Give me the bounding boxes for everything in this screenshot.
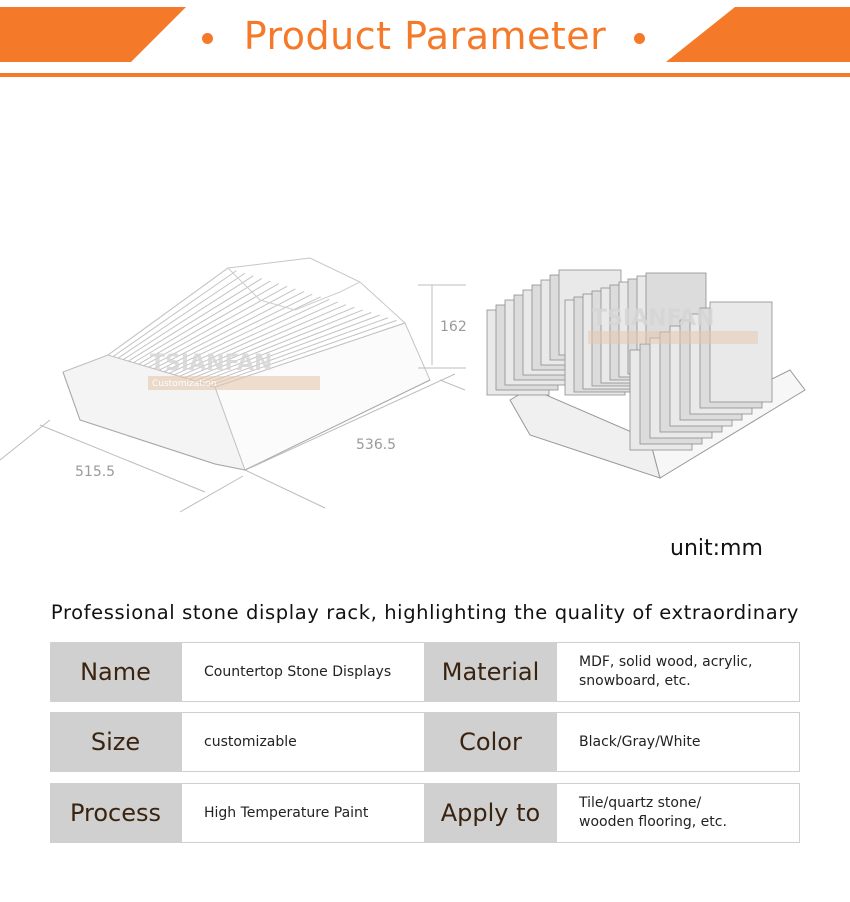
param-value [556,783,800,843]
param-value-line: Black/Gray/White [579,733,701,750]
param-value-line: snowboard, etc. [579,673,691,689]
param-label: Process [50,783,181,843]
header-underline [0,73,850,77]
right-watermark-brand: TSIANFAN [592,306,715,331]
height-dimension-label: 162 [440,319,467,335]
param-value: High Temperature Paint [181,783,425,843]
param-value-line: MDF, solid wood, acrylic, [579,654,753,670]
param-value-line: Tile/quartz stone/ [579,795,702,811]
param-value [556,642,800,702]
param-value: customizable [181,712,425,772]
left-watermark-sub: Customization [152,379,217,389]
left-watermark-brand: TSIANFAN [150,351,273,376]
page-title: Product Parameter [243,14,607,58]
param-label: Apply to [425,783,556,843]
length-dimension-label: 536.5 [356,437,397,453]
param-row [50,712,800,772]
param-label: Size [50,712,181,772]
rack-with-stone-samples [487,270,805,478]
param-label: Color [425,712,556,772]
param-label: Material [425,642,556,702]
param-value [556,712,800,772]
product-illustration [0,230,850,530]
stone-sample-slab [710,302,772,402]
right-watermark-band [588,331,758,344]
param-label: Name [50,642,181,702]
param-value: Countertop Stone Displays [181,642,425,702]
rack-rib [128,278,261,361]
unit-label: unit:mm [670,536,763,561]
width-dimension-label: 515.5 [75,464,116,480]
param-value-line: wooden flooring, etc. [579,814,727,830]
rack-rib [123,276,253,360]
product-tagline: Professional stone display rack, highlighting the quality of extraordinary [50,601,800,624]
header-banner [0,0,850,80]
param-row [50,783,800,843]
rack-rib [118,273,245,358]
param-row [50,642,800,702]
